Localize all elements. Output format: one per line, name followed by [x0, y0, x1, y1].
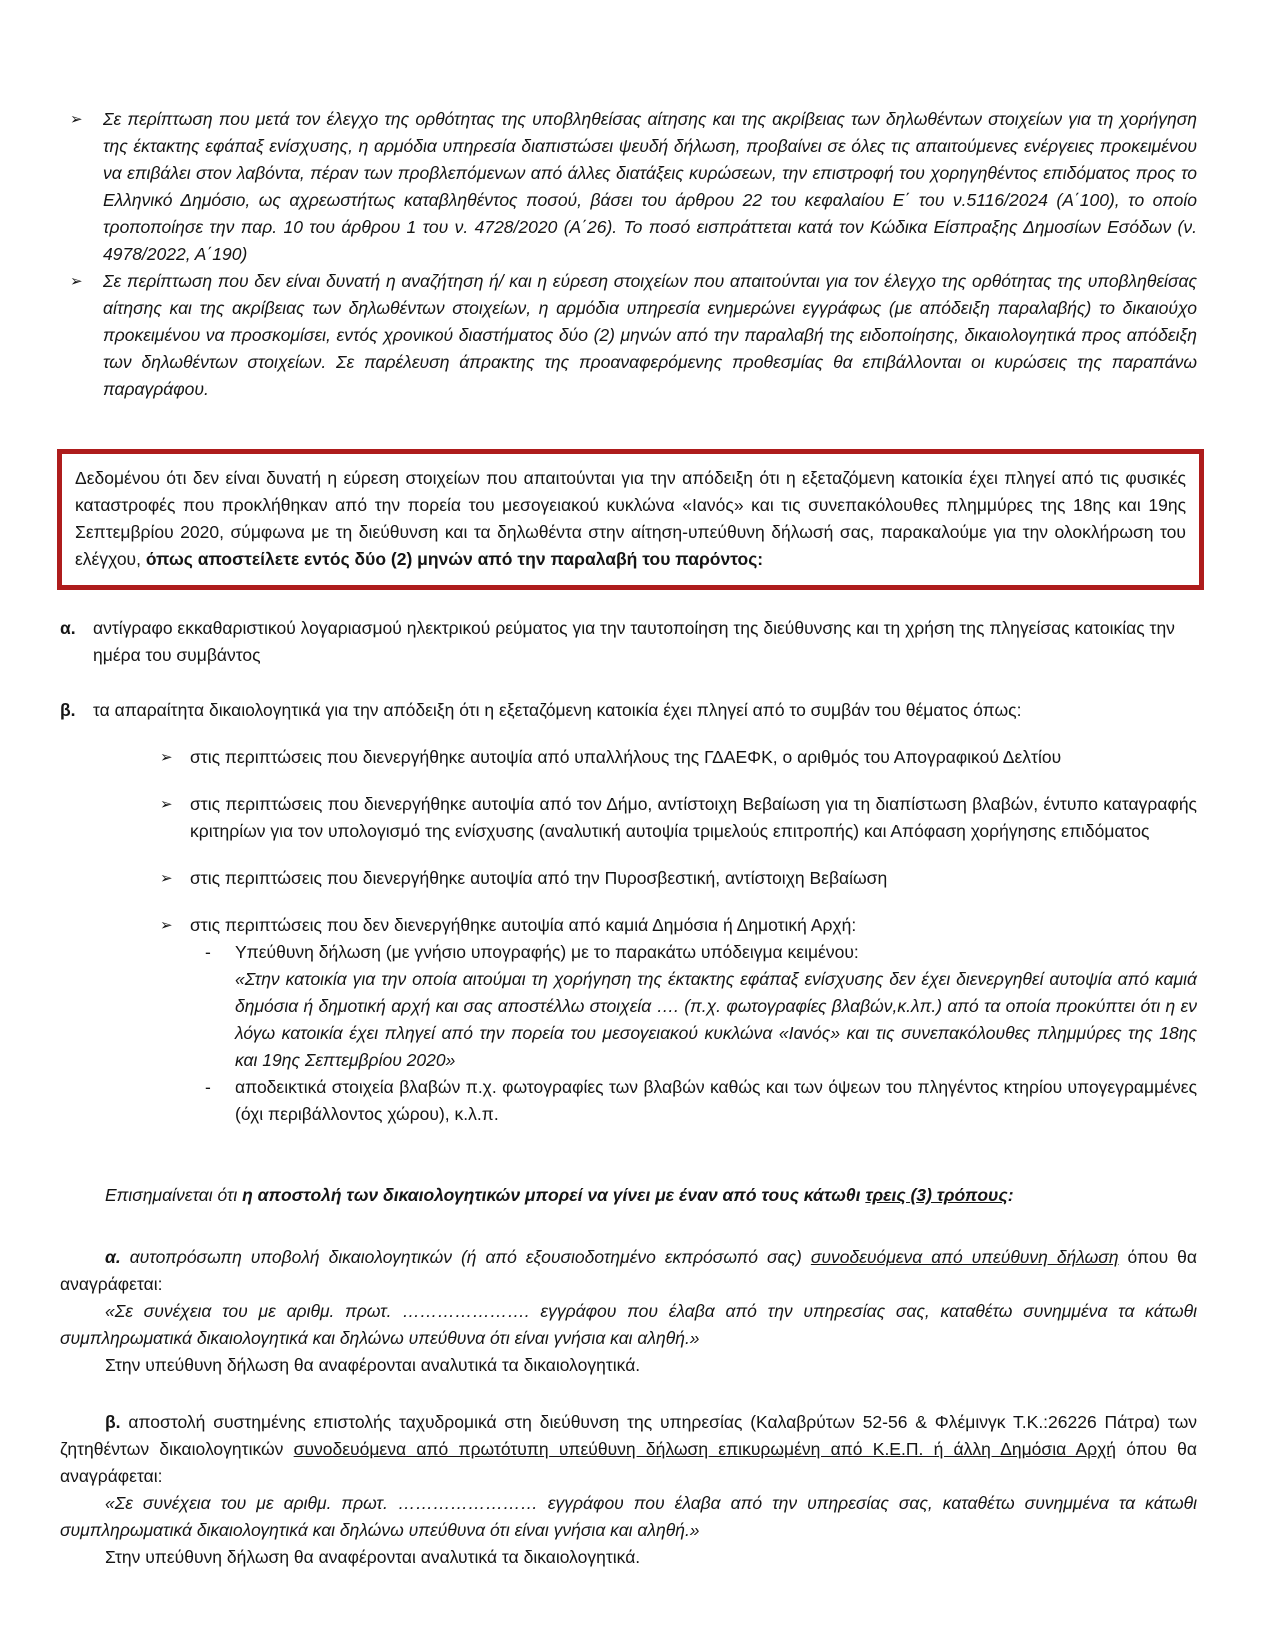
notice-box-deadline: όπως αποστείλετε εντός δύο (2) μηνών από την παραλαβή του παρόντος:	[145, 549, 764, 569]
method-a-marker: α.	[105, 1247, 121, 1267]
three-ways-lead: Επισημαίνεται ότι	[105, 1185, 243, 1205]
method-b-underlined: συνοδευόμενα από πρωτότυπη υπεύθυνη δήλωση επικυρωμένη από Κ.Ε.Π. ή άλλη Δημόσια Αρχή	[293, 1439, 1117, 1459]
arrow-bullet-icon: ➢	[160, 749, 173, 766]
sub-bullet-municipality-text: στις περιπτώσεις που διενεργήθηκε αυτοψία από τον Δήμο, αντίστοιχη Βεβαίωση για τη διαπίστωση βλαβών, έντυπο καταγραφής κριτηρίων για τον υπολογισμό της ενίσχυσης (αναλυτική αυτοψία τριμελούς επιτροπής) και Απόφαση χορήγησης επιδόματος	[190, 794, 1197, 841]
method-b-quote: «Σε συνέχεια του με αριθμ. πρωτ. …………………… εγγράφου που έλαβα από την υπηρεσίας σας, καταθέτω συνημμένα τα κάτωθι συμπληρωματικά δικαιολογητικά και δηλώνω υπεύθυνα ότι είναι γνήσια και αληθή.»	[60, 1493, 1197, 1540]
method-a-note: Στην υπεύθυνη δήλωση θα αναφέρονται αναλυτικά τα δικαιολογητικά.	[105, 1355, 641, 1375]
method-a-paragraph	[60, 1244, 1197, 1298]
three-ways-note	[105, 1182, 1197, 1209]
arrow-bullet-icon: ➢	[70, 273, 83, 290]
item-a-marker: α.	[60, 618, 76, 638]
item-a-text: αντίγραφο εκκαθαριστικού λογαριασμού ηλεκτρικού ρεύματος για την ταυτοποίηση της διεύθυνσης και τη χρήση της πληγείσας κατοικίας την ημέρα του συμβάντος	[93, 618, 1175, 665]
dash-marker: -	[205, 942, 211, 962]
declaration-sample-quote: «Στην κατοικία για την οποία αιτούμαι τη χορήγηση της έκτακτης εφάπαξ ενίσχυσης δεν έχει διενεργηθεί αυτοψία από καμιά δημόσια ή δημοτική αρχή και σας αποστέλλω στοιχεία …. (π.χ. φωτογραφίες βλαβών,κ.λπ.) από τα οποία προκύπτει ότι η εν λόγω κατοικία έχει πληγεί από την πορεία του μεσογειακού κυκλώνα «Ιανός» και τις συνεπακόλουθες πλημμύρες της 18ης και 19ης Σεπτεμβρίου 2020»	[235, 969, 1197, 1070]
item-b-marker: β.	[60, 700, 76, 720]
method-b-tail: όπου θα αναγράφεται:	[60, 1439, 1197, 1486]
sub-bullet-gdaefk	[160, 744, 1197, 771]
bullet-missing-data-text: Σε περίπτωση που δεν είναι δυνατή η αναζήτηση ή/ και η εύρεση στοιχείων που απαιτούνται για τον έλεγχο της ορθότητας της υποβληθείσας αίτησης και της ακρίβειας των δηλωθέντων στοιχείων, η αρμόδια υπηρεσία ενημερώνει εγγράφως (με απόδειξη παραλαβής) το δικαιούχο προκειμένου να προσκομίσει, εντός χρονικού διαστήματος δύο (2) μηνών από την παραλαβή της ειδοποίησης, δικαιολογητικά προς απόδειξη των δηλωθέντων στοιχείων. Σε παρέλευση άπρακτης της προαναφερόμενης προθεσμίας θα επιβάλλονται οι κυρώσεις της παραπάνω παραγράφου.	[103, 271, 1197, 399]
bullet-false-declaration	[60, 106, 1197, 268]
bullet-missing-data	[60, 268, 1197, 403]
arrow-bullet-icon: ➢	[160, 796, 173, 813]
sub-bullet-fire-brigade-text: στις περιπτώσεις που διενεργήθηκε αυτοψία από την Πυροσβεστική, αντίστοιχη Βεβαίωση	[190, 868, 888, 888]
dash-item-evidence	[205, 1074, 1197, 1128]
method-b-note: Στην υπεύθυνη δήλωση θα αναφέρονται αναλυτικά τα δικαιολογητικά.	[105, 1547, 641, 1567]
required-item-b	[60, 697, 1197, 724]
notice-box-body: Δεδομένου ότι δεν είναι δυνατή η εύρεση στοιχείων που απαιτούνται για την απόδειξη ότι η εξεταζόμενη κατοικία έχει πληγεί από τις φυσικές καταστροφές που προκλήθηκαν από την πορεία του μεσογειακού κυκλώνα «Ιανός» και τις συνεπακόλουθες πλημμύρες της 18ης και 19ης Σεπτεμβρίου 2020, σύμφωνα με τη διεύθυνση και τα δηλωθέντα στην αίτηση-υπεύθυνη δήλωσή σας, παρακαλούμε για την ολοκλήρωση του ελέγχου,	[75, 468, 1186, 569]
three-ways-underlined: τρεις (3) τρόπους	[865, 1185, 1008, 1205]
sub-bullet-municipality	[160, 791, 1197, 845]
sub-bullet-no-inspection	[160, 912, 1197, 939]
sub-bullet-fire-brigade	[160, 865, 1197, 892]
notice-box	[57, 449, 1204, 590]
method-b-marker: β.	[105, 1412, 121, 1432]
bullet-false-declaration-text: Σε περίπτωση που μετά τον έλεγχο της ορθότητας της υποβληθείσας αίτησης και της ακρίβειας των δηλωθέντων στοιχείων για τη χορήγηση της έκτακτης εφάπαξ ενίσχυσης, η αρμόδια υπηρεσία διαπιστώσει ψευδή δήλωση, προβαίνει σε όλες τις απαιτούμενες ενέργειες προκειμένου να επιβάλει στον λαβόντα, πέραν των προβλεπόμενων από άλλες διατάξεις κυρώσεων, την επιστροφή του χορηγηθέντος επιδόματος προς το Ελληνικό Δημόσιο, ως αχρεωστήτως καταβληθέντος ποσού, βάσει του άρθρου 22 του κεφαλαίου Ε΄ του ν.5116/2024 (Α΄100), το οποίο τροποποίησε την παρ. 10 του άρθρου 1 του ν. 4728/2020 (Α΄26). Το ποσό εισπράττεται κατά τον Κώδικα Είσπραξης Δημοσίων Εσόδων (ν. 4978/2022, Α΄190)	[103, 109, 1197, 264]
dash-item-evidence-text: αποδεικτικά στοιχεία βλαβών π.χ. φωτογραφίες των βλαβών καθώς και των όψεων του πληγέντος κτηρίου υπογεγραμμένες (όχι περιβάλλοντος χώρου), κ.λ.π.	[235, 1077, 1197, 1124]
dash-item-declaration	[205, 939, 1197, 966]
arrow-bullet-icon: ➢	[70, 111, 83, 128]
item-b-text: τα απαραίτητα δικαιολογητικά για την απόδειξη ότι η εξεταζόμενη κατοικία έχει πληγεί από το συμβάν του θέματος όπως:	[93, 700, 1022, 720]
dash-item-declaration-text: Υπεύθυνη δήλωση (με γνήσιο υπογραφής) με το παρακάτω υπόδειγμα κειμένου:	[235, 942, 859, 962]
arrow-bullet-icon: ➢	[160, 870, 173, 887]
method-b-lead: αποστολή συστημένης επιστολής ταχυδρομικά στη διεύθυνση της υπηρεσίας (Καλαβρύτων 52-56 & Φλέμινγκ Τ.Κ.:26226 Πάτρα) των ζητηθέντων δικαιολογητικών	[60, 1412, 1197, 1459]
notice-box-paragraph	[75, 465, 1186, 573]
method-a-tail: όπου θα αναγράφεται:	[60, 1247, 1197, 1294]
method-b-paragraph	[60, 1409, 1197, 1490]
dash-marker: -	[205, 1077, 211, 1097]
method-a-lead: αυτοπρόσωπη υποβολή δικαιολογητικών (ή από εξουσιοδοτημένο εκπρόσωπό σας)	[120, 1247, 811, 1267]
three-ways-bold: η αποστολή των δικαιολογητικών μπορεί να γίνει με έναν από τους κάτωθι	[242, 1185, 866, 1205]
method-a-quote: «Σε συνέχεια του με αριθμ. πρωτ. …………………. εγγράφου που έλαβα από την υπηρεσίας σας, καταθέτω συνημμένα τα κάτωθι συμπληρωματικά δικαιολογητικά και δηλώνω υπεύθυνα ότι είναι γνήσια και αληθή.»	[60, 1301, 1197, 1348]
sub-bullet-no-inspection-text: στις περιπτώσεις που δεν διενεργήθηκε αυτοψία από καμιά Δημόσια ή Δημοτική Αρχή:	[190, 915, 857, 935]
sub-bullet-gdaefk-text: στις περιπτώσεις που διενεργήθηκε αυτοψία από υπαλλήλους της ΓΔΑΕΦΚ, ο αριθμός του Απογραφικού Δελτίου	[190, 747, 1062, 767]
required-item-a	[60, 615, 1197, 669]
method-a-underlined: συνοδευόμενα από υπεύθυνη δήλωση	[810, 1247, 1119, 1267]
three-ways-colon: :	[1007, 1185, 1014, 1205]
arrow-bullet-icon: ➢	[160, 917, 173, 934]
